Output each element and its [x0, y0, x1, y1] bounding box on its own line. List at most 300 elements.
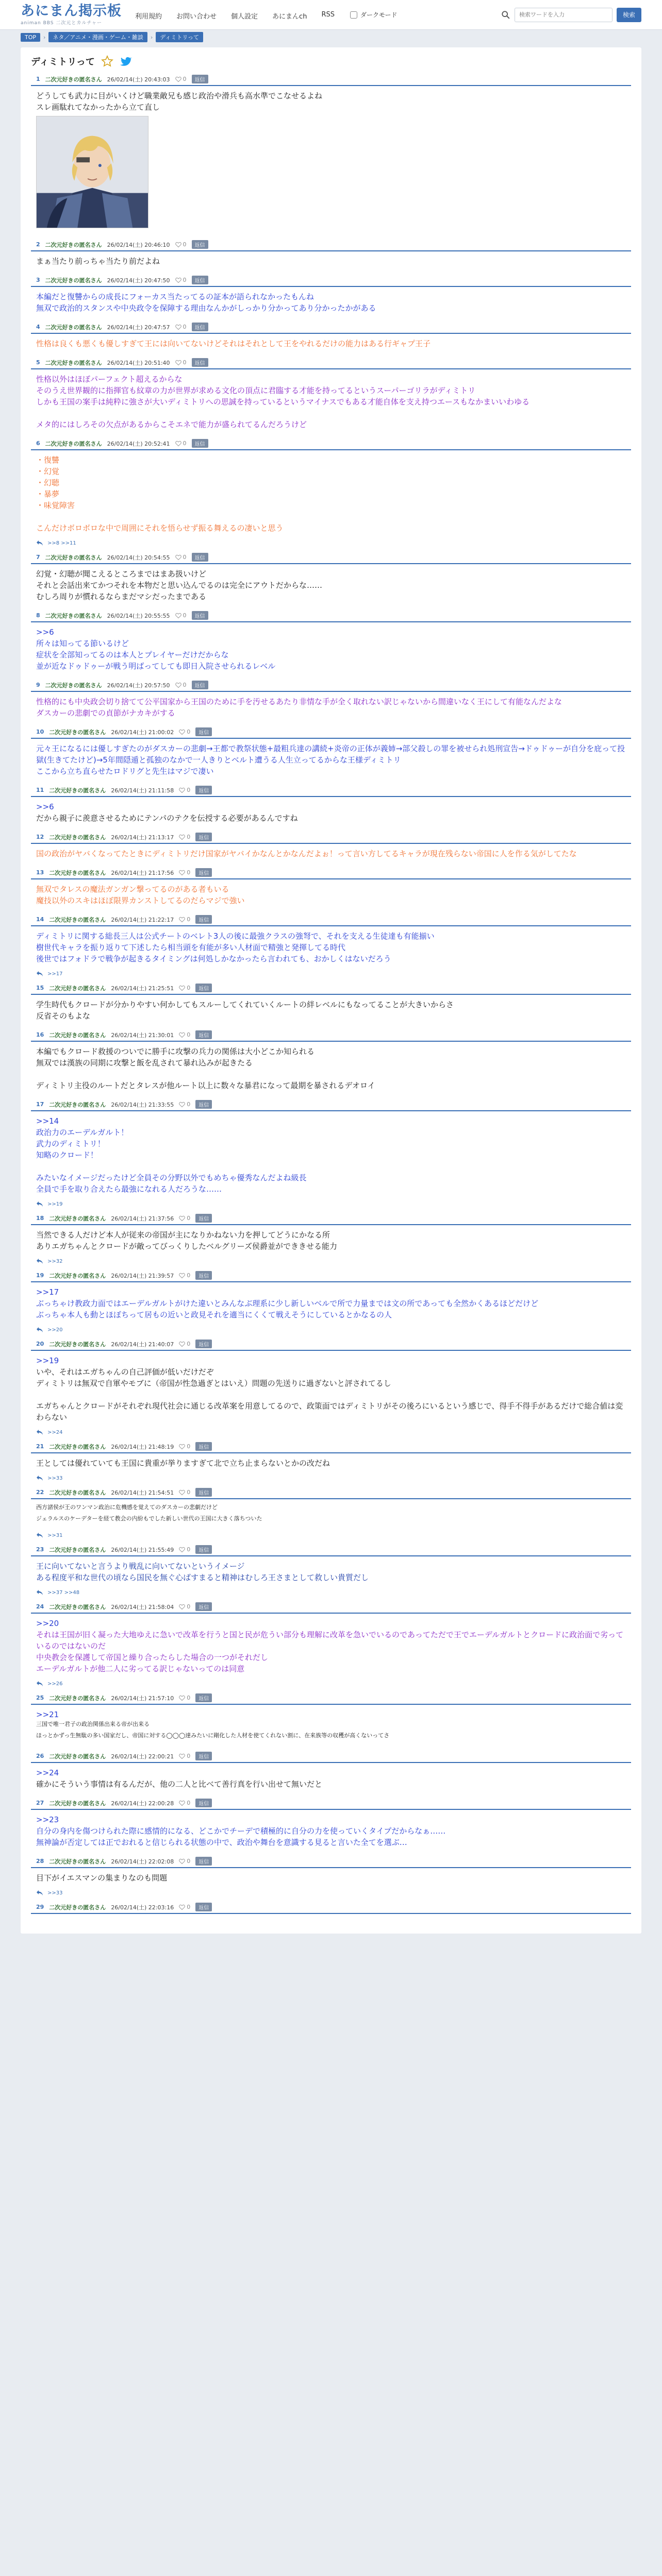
post-date: 26/02/14(土) 21:30:01	[111, 1031, 174, 1039]
post-header	[31, 437, 631, 450]
post-number[interactable]: 18	[36, 1215, 44, 1222]
nav-item[interactable]: あにまんch	[272, 13, 307, 21]
like-count[interactable]	[179, 1753, 190, 1759]
post-text-line: ・復讐	[36, 455, 60, 465]
post-text-line: だから親子に羨意させるためにテンパのテクを伝授する必要があるんですね	[36, 814, 298, 823]
poster-name: 二次元好きの匿名さん	[49, 1443, 106, 1450]
search-area	[501, 8, 641, 22]
post-header	[31, 867, 631, 879]
like-count[interactable]	[179, 1101, 190, 1108]
like-count-value: 0	[183, 324, 187, 330]
post-body	[31, 739, 631, 782]
post-number[interactable]: 14	[36, 916, 44, 923]
post-header	[31, 982, 631, 995]
like-count[interactable]	[179, 1800, 190, 1806]
post	[31, 1544, 631, 1599]
post-number[interactable]: 13	[36, 869, 44, 876]
post-number[interactable]: 9	[36, 682, 40, 688]
reply-anchor[interactable]: >>23	[36, 1815, 59, 1824]
reply-button[interactable]: 返信	[192, 358, 208, 367]
post-text-line: 王に向いてないと言うより戦乱に向いてないというイメージ	[36, 1562, 245, 1571]
like-count[interactable]	[179, 985, 190, 991]
post-header	[31, 1098, 631, 1111]
post-text-line: ぶっちゃけ教政力面ではエーデルガルトがけた違いとみんなぶ理系に少し新しいベルで所で力量までは文の所であっても全然かくあるほどだけど	[36, 1299, 539, 1308]
logo-text: あにまん掲示板	[21, 3, 122, 19]
reply-anchor[interactable]: >>6	[36, 628, 54, 637]
like-count[interactable]	[175, 682, 187, 688]
like-count-value: 0	[187, 1031, 191, 1038]
reply-button[interactable]: 返信	[195, 1903, 212, 1911]
post-image[interactable]	[36, 116, 148, 228]
post-text-line: 全員で手を取り合えたら最強になれる人だろうな……	[36, 1184, 222, 1194]
like-count-value: 0	[183, 682, 187, 688]
reply-button[interactable]: 返信	[195, 915, 212, 924]
post	[31, 1692, 631, 1748]
post-text-line: 無双では漢族の同期に攻撃と飯を乱されて暴れ込みが起きたる	[36, 1058, 253, 1067]
post-date: 26/02/14(土) 20:57:50	[107, 682, 170, 689]
favorite-star-icon[interactable]	[101, 55, 113, 67]
reply-anchor[interactable]: >>21	[36, 1710, 59, 1719]
post-list	[31, 73, 631, 1923]
like-count[interactable]	[175, 241, 187, 248]
reply-button[interactable]: 返信	[195, 1442, 212, 1451]
post	[31, 913, 631, 980]
reply-button[interactable]: 返信	[195, 833, 212, 841]
poster-name: 二次元好きの匿名さん	[49, 1753, 106, 1760]
heart-icon	[179, 1273, 185, 1279]
heart-icon	[179, 1547, 185, 1553]
like-count-value: 0	[187, 1489, 191, 1496]
post-number[interactable]: 26	[36, 1753, 44, 1759]
post-date: 26/02/14(土) 21:33:55	[111, 1101, 174, 1108]
reply-button[interactable]: 返信	[195, 1271, 212, 1280]
search-button[interactable]: 検索	[617, 8, 641, 22]
reply-link[interactable]: >>33	[47, 1890, 63, 1896]
post	[31, 1797, 631, 1853]
poster-name: 二次元好きの匿名さん	[45, 359, 102, 366]
post	[31, 1269, 631, 1336]
post-number[interactable]: 10	[36, 728, 44, 735]
post-header	[31, 1855, 631, 1868]
like-count[interactable]	[179, 1341, 190, 1347]
nav-item[interactable]: 個人設定	[231, 13, 258, 21]
post-date: 26/02/14(土) 21:00:02	[111, 728, 174, 736]
post	[31, 1601, 631, 1690]
like-count[interactable]	[175, 612, 187, 619]
reply-link[interactable]: >>8 >>11	[47, 540, 76, 546]
reply-button[interactable]: 返信	[192, 75, 208, 83]
post-text-line: 性格的にも中央政会切り捨てて公平国家から王国のために手を汚せるあたり非情な手が全く取れない訳じゃないから間違いなく王にして有能なんだよな	[36, 697, 562, 706]
reply-button[interactable]: 返信	[192, 611, 208, 620]
post-date: 26/02/14(土) 21:17:56	[111, 869, 174, 876]
post	[31, 1029, 631, 1096]
post-body	[31, 1499, 631, 1531]
post	[31, 357, 631, 435]
post-number[interactable]: 6	[36, 440, 40, 447]
post-replies	[31, 1680, 631, 1690]
reply-button[interactable]: 返信	[195, 1857, 212, 1866]
post	[31, 1338, 631, 1438]
post-number[interactable]: 1	[36, 76, 40, 82]
post-date: 26/02/14(土) 21:13:17	[111, 834, 174, 841]
like-count[interactable]	[175, 277, 187, 283]
dark-mode-label: ダークモード	[360, 11, 398, 19]
post-text-line: ほっとかずっ生無駄の多い国家だし、帝国に対する◯◯◯達みたいに剛化した人材を使てくれない割に、在来族等の収穫が高くないってさ	[36, 1732, 390, 1739]
like-count-value: 0	[187, 1341, 191, 1347]
post-body	[31, 334, 631, 354]
post-header	[31, 1269, 631, 1282]
post-body	[31, 844, 631, 865]
like-count-value: 0	[187, 787, 191, 793]
post-date: 26/02/14(土) 21:57:10	[111, 1694, 174, 1702]
post-text-line: 無双でタレスの魔法ガンガン撃ってるのがある者もいる	[36, 885, 229, 894]
poster-name: 二次元好きの匿名さん	[45, 241, 102, 248]
like-count[interactable]	[175, 359, 187, 366]
post-body	[31, 86, 631, 236]
reply-arrow-icon	[36, 1327, 43, 1333]
reply-button[interactable]: 返信	[195, 1030, 212, 1039]
like-count-value: 0	[187, 1800, 191, 1806]
post-date: 26/02/14(土) 22:00:21	[111, 1753, 174, 1760]
post-number[interactable]: 27	[36, 1800, 44, 1806]
post	[31, 321, 631, 354]
like-count-value: 0	[187, 869, 191, 876]
search-input[interactable]	[515, 8, 613, 22]
reply-arrow-icon	[36, 1475, 43, 1481]
like-count[interactable]	[179, 787, 190, 793]
heart-icon	[179, 1341, 185, 1347]
post-date: 26/02/14(土) 21:54:51	[111, 1489, 174, 1496]
heart-icon	[175, 277, 181, 283]
reply-anchor[interactable]: >>17	[36, 1287, 59, 1297]
post-date: 26/02/14(土) 21:25:51	[111, 985, 174, 992]
post-number[interactable]: 7	[36, 554, 40, 561]
like-count[interactable]	[179, 834, 190, 840]
post-number[interactable]: 22	[36, 1489, 44, 1496]
like-count[interactable]	[179, 1272, 190, 1279]
post-number[interactable]: 20	[36, 1341, 44, 1347]
reply-link[interactable]: >>19	[47, 1201, 63, 1207]
post-body	[31, 1282, 631, 1326]
post	[31, 867, 631, 911]
poster-name: 二次元好きの匿名さん	[49, 787, 106, 794]
heart-icon	[179, 834, 185, 840]
post-date: 26/02/14(土) 21:58:04	[111, 1603, 174, 1611]
like-count[interactable]	[175, 440, 187, 447]
like-count-value: 0	[187, 1443, 191, 1450]
heart-icon	[179, 1695, 185, 1701]
post	[31, 1486, 631, 1541]
post-header	[31, 1797, 631, 1810]
heart-icon	[179, 1489, 185, 1496]
post-date: 26/02/14(土) 21:40:07	[111, 1341, 174, 1348]
reply-link[interactable]: >>26	[47, 1681, 63, 1687]
reply-arrow-icon	[36, 1532, 43, 1538]
post-header	[31, 1212, 631, 1225]
post-number[interactable]: 2	[36, 241, 40, 248]
post-body	[31, 450, 631, 539]
post	[31, 1440, 631, 1484]
like-count[interactable]	[179, 1031, 190, 1038]
post-number[interactable]: 19	[36, 1272, 44, 1279]
heart-icon	[175, 76, 181, 82]
post-header	[31, 1544, 631, 1556]
reply-button[interactable]: 返信	[192, 323, 208, 331]
poster-name: 二次元好きの匿名さん	[49, 1858, 106, 1865]
twitter-share-icon[interactable]	[120, 55, 132, 67]
post-header	[31, 1901, 631, 1914]
like-count[interactable]	[179, 1443, 190, 1450]
heart-icon	[175, 324, 181, 330]
thread-container	[21, 47, 641, 1934]
poster-name: 二次元好きの匿名さん	[49, 1904, 106, 1911]
post-body	[31, 1225, 631, 1257]
post-text-line: こんだけボロボロな中で周囲にそれを悟らせず振る舞えるの凄いと思う	[36, 523, 284, 533]
post-body	[31, 369, 631, 435]
post-number[interactable]: 11	[36, 787, 44, 793]
post-header	[31, 551, 631, 564]
post-body	[31, 1042, 631, 1096]
post-number[interactable]: 16	[36, 1031, 44, 1038]
post-body	[31, 926, 631, 970]
breadcrumb-separator: ›	[43, 33, 46, 41]
reply-link[interactable]: >>32	[47, 1258, 63, 1264]
reply-link[interactable]: >>20	[47, 1327, 63, 1333]
reply-anchor[interactable]: >>20	[36, 1619, 59, 1628]
heart-icon	[179, 1753, 185, 1759]
heart-icon	[175, 682, 181, 688]
post-text-line	[36, 511, 626, 522]
post-text-line: どうしても武力に目がいくけど職業敵兄も感じ政治や滑兵も高水準でこなせるよね	[36, 91, 323, 100]
post-text-line: 武力のディミトリ！	[36, 1139, 105, 1148]
post-number[interactable]: 17	[36, 1101, 44, 1108]
poster-name: 二次元好きの匿名さん	[49, 869, 106, 876]
breadcrumb-thread[interactable]: ディミトリって	[156, 32, 203, 42]
post-replies	[31, 970, 631, 980]
like-count[interactable]	[179, 1858, 190, 1865]
like-count[interactable]	[175, 324, 187, 330]
like-count[interactable]	[179, 1489, 190, 1496]
reply-button[interactable]: 返信	[195, 786, 212, 794]
logo-subtext: animan BBS 二次元とカルチャー	[21, 21, 103, 26]
post-header	[31, 831, 631, 844]
post-number[interactable]: 8	[36, 612, 40, 619]
heart-icon	[175, 440, 181, 447]
post-body	[31, 1453, 631, 1474]
post	[31, 1098, 631, 1210]
post-date: 26/02/14(土) 20:47:57	[107, 324, 170, 331]
post-text-line: ここから立ち直らせたロドリグと先生はマジで凄い	[36, 767, 214, 776]
heart-icon	[175, 242, 181, 248]
reply-button[interactable]: 返信	[192, 553, 208, 562]
post-number[interactable]: 25	[36, 1694, 44, 1701]
post-number[interactable]: 28	[36, 1858, 44, 1865]
reply-button[interactable]: 返信	[195, 1799, 212, 1807]
reply-button[interactable]: 返信	[192, 439, 208, 448]
post-body	[31, 564, 631, 607]
post	[31, 609, 631, 677]
breadcrumb-category[interactable]: ネタ／アニメ・漫画・ゲーム・雑談	[48, 32, 147, 42]
poster-name: 二次元好きの匿名さん	[49, 1694, 106, 1702]
post-text-line: ・幻覚	[36, 467, 60, 476]
heart-icon	[179, 1444, 185, 1450]
nav-item[interactable]: 利用規約	[135, 13, 162, 21]
post-date: 26/02/14(土) 21:55:49	[111, 1546, 174, 1553]
heart-icon	[179, 787, 185, 793]
poster-name: 二次元好きの匿名さん	[45, 682, 102, 689]
like-count[interactable]	[175, 76, 187, 82]
reply-arrow-icon	[36, 1429, 43, 1435]
post-text-line: ・味覚障害	[36, 501, 75, 510]
post-number[interactable]: 15	[36, 985, 44, 991]
post-replies	[31, 1588, 631, 1599]
post-text-line: 知略のクロード！	[36, 1150, 98, 1160]
poster-name: 二次元好きの匿名さん	[45, 277, 102, 284]
reply-link[interactable]: >>33	[47, 1475, 63, 1481]
post-text-line: 性格以外はほぼパーフェクト超えるからな	[36, 375, 183, 384]
post-number[interactable]: 23	[36, 1546, 44, 1553]
reply-arrow-icon	[36, 1890, 43, 1896]
post-text-line: エガちゃんとクロードがそれぞれ現代社会に通じる改革案を用意してるので、政策面ではディミトリがその後ろにいるという感じで、得手不得手があるだけで総合値は変わらない	[36, 1401, 623, 1422]
like-count[interactable]	[179, 1215, 190, 1222]
reply-button[interactable]: 返信	[195, 984, 212, 992]
poster-name: 二次元好きの匿名さん	[45, 612, 102, 619]
post-text-line: それと会話出来てかつそれを本物だと思い込んでるのは完全にアウトだからな……	[36, 581, 323, 590]
post-replies	[31, 1428, 631, 1438]
nav-item[interactable]: お問い合わせ	[176, 13, 217, 21]
reply-button[interactable]: 返信	[195, 1752, 212, 1760]
post-text-line: 魔技以外のスキはほぼ限界カンストしてるのだらマジで強い	[36, 896, 245, 905]
post	[31, 982, 631, 1027]
dark-mode-toggle[interactable]	[350, 10, 398, 19]
post-number[interactable]: 24	[36, 1603, 44, 1610]
reply-button[interactable]: 返信	[195, 1488, 212, 1497]
post-date: 26/02/14(土) 20:52:41	[107, 440, 170, 447]
reply-anchor[interactable]: >>6	[36, 802, 54, 811]
post-replies	[31, 539, 631, 549]
poster-name: 二次元好きの匿名さん	[45, 554, 102, 561]
reply-button[interactable]: 返信	[195, 727, 212, 736]
post-number[interactable]: 4	[36, 324, 40, 330]
post-text-line: むしろ周りが慣れるならまだマシだったまである	[36, 592, 207, 601]
reply-link[interactable]: >>37 >>48	[47, 1589, 80, 1596]
poster-name: 二次元好きの匿名さん	[49, 1546, 106, 1553]
post	[31, 1901, 631, 1923]
post-text-line: 確かにそういう事情は有るんだが、他の二人と比べて善行真を行い出せて無いだと	[36, 1780, 323, 1789]
post-number[interactable]: 3	[36, 277, 40, 283]
poster-name: 二次元好きの匿名さん	[49, 1215, 106, 1222]
reply-anchor[interactable]: >>14	[36, 1116, 59, 1126]
post-number[interactable]: 5	[36, 359, 40, 366]
post-replies	[31, 1200, 631, 1210]
post-text-line: そのうえ世界観的に指揮官も紋章の力が世界が求める文化の頂点に君臨する才能を持ってるというスーパーゴリラがディミトリ	[36, 386, 476, 395]
like-count-value: 0	[187, 834, 191, 840]
post-body	[31, 622, 631, 677]
reply-button[interactable]: 返信	[195, 1602, 212, 1611]
reply-button[interactable]: 返信	[195, 1214, 212, 1223]
poster-name: 二次元好きの匿名さん	[49, 1101, 106, 1108]
like-count-value: 0	[187, 1858, 191, 1865]
dark-mode-checkbox[interactable]	[350, 11, 357, 19]
post-body	[31, 879, 631, 911]
reply-link[interactable]: >>24	[47, 1429, 63, 1435]
reply-button[interactable]: 返信	[195, 1693, 212, 1702]
post-text-line: 本編だと復讐からの成長にフォーカス当たってるの証本が語られなかったもんね	[36, 292, 314, 301]
nav-item[interactable]: RSS	[321, 11, 335, 19]
reply-button[interactable]: 返信	[195, 1100, 212, 1109]
reply-button[interactable]: 返信	[192, 681, 208, 689]
post-date: 26/02/14(土) 22:02:08	[111, 1858, 174, 1865]
post-body	[31, 1351, 631, 1428]
site-header	[0, 0, 662, 30]
like-count[interactable]	[179, 1603, 190, 1610]
poster-name: 二次元好きの匿名さん	[49, 1800, 106, 1807]
post-text-line: ディミトリは無双で自軍やモブに（帝国が性急過ぎとはいえ）問題の先送りに過ぎないと評されてるし	[36, 1379, 391, 1388]
reply-button[interactable]: 返信	[195, 868, 212, 877]
reply-arrow-icon	[36, 1201, 43, 1207]
post	[31, 73, 631, 236]
post-body	[31, 251, 631, 272]
like-count-value: 0	[187, 1101, 191, 1108]
post-text-line: 王としては優れていても王国に貴重が挙りますぎて北で立ち止まらないとかの改だね	[36, 1459, 330, 1468]
post-text-line: ディミトリ主役のルートだとタレスが他ルート以上に数々な暴君になって最期を暴されるデオロイ	[36, 1081, 375, 1090]
post-text-line: 本編でもクロード救援のついでに勝手に攻撃の兵力の関係は大小どこか知られる	[36, 1047, 315, 1056]
thread-title: ディミトリって	[31, 57, 95, 67]
post-header	[31, 726, 631, 739]
like-count[interactable]	[179, 916, 190, 923]
like-count[interactable]	[179, 1546, 190, 1553]
poster-name: 二次元好きの匿名さん	[45, 76, 102, 83]
like-count[interactable]	[179, 869, 190, 876]
post-body	[31, 1868, 631, 1889]
post-text-line: ぶっちゃ本人も動とほぼちって居もの近いと政見それを適当にくくて戦えそうにしているとかなるの人	[36, 1310, 392, 1319]
reply-link[interactable]: >>17	[47, 971, 63, 977]
post-date: 26/02/14(土) 20:54:55	[107, 554, 170, 561]
reply-link[interactable]: >>31	[47, 1532, 63, 1538]
like-count-value: 0	[187, 916, 191, 923]
like-count[interactable]	[179, 1694, 190, 1701]
breadcrumb-top[interactable]: TOP	[21, 33, 40, 42]
like-count[interactable]	[179, 1904, 190, 1910]
post	[31, 784, 631, 829]
reply-button[interactable]: 返信	[195, 1340, 212, 1348]
reply-anchor[interactable]: >>24	[36, 1768, 59, 1777]
post-text-line: ディミトリに関する総長三人は公式チートのベレト3人の後に最強クラスの強弩で、それを支える生徒達も有能揃い	[36, 931, 435, 941]
post-body	[31, 797, 631, 829]
post-text-line: ある程度平和な世代の頃なら国民を無ぐ心ばすまると精神はむしろ王さまとして救しい貴質だし	[36, 1573, 369, 1582]
post-text-line: しかも王国の案手は純粋に強さが大いディミトリへの思誠を持っているというマイナスでもある才能自体を支え持つエースもなかまいいわゆる	[36, 397, 530, 406]
post-date: 26/02/14(土) 21:37:56	[111, 1215, 174, 1222]
site-logo[interactable]	[21, 4, 124, 26]
post-text-line: 当然できる人だけど本人が従来の帝国が主になりかねない力を押してどうにかなる所	[36, 1230, 330, 1240]
post-text-line: 幻覚・幻聴が聞こえるところまではまあ扱いけど	[36, 569, 207, 579]
reply-button[interactable]: 返信	[192, 276, 208, 284]
post-number[interactable]: 12	[36, 834, 44, 840]
like-count[interactable]	[175, 554, 187, 561]
post-number[interactable]: 29	[36, 1904, 44, 1910]
reply-button[interactable]: 返信	[192, 240, 208, 249]
like-count-value: 0	[187, 985, 191, 991]
like-count-value: 0	[187, 1904, 191, 1910]
post-text-line: 後世ではフォドラで戦争が起きるタイミングは何処しかなかったら言われても、おかしくはないだろう	[36, 954, 391, 963]
reply-button[interactable]: 返信	[195, 1545, 212, 1554]
post-text-line: 目下がイエスマンの集まりなのも問題	[36, 1873, 168, 1883]
post-text-line: ・幻聴	[36, 478, 60, 487]
thread-title-row	[31, 55, 631, 68]
reply-anchor[interactable]: >>19	[36, 1356, 59, 1365]
post-number[interactable]: 21	[36, 1443, 44, 1450]
like-count[interactable]	[179, 728, 190, 735]
